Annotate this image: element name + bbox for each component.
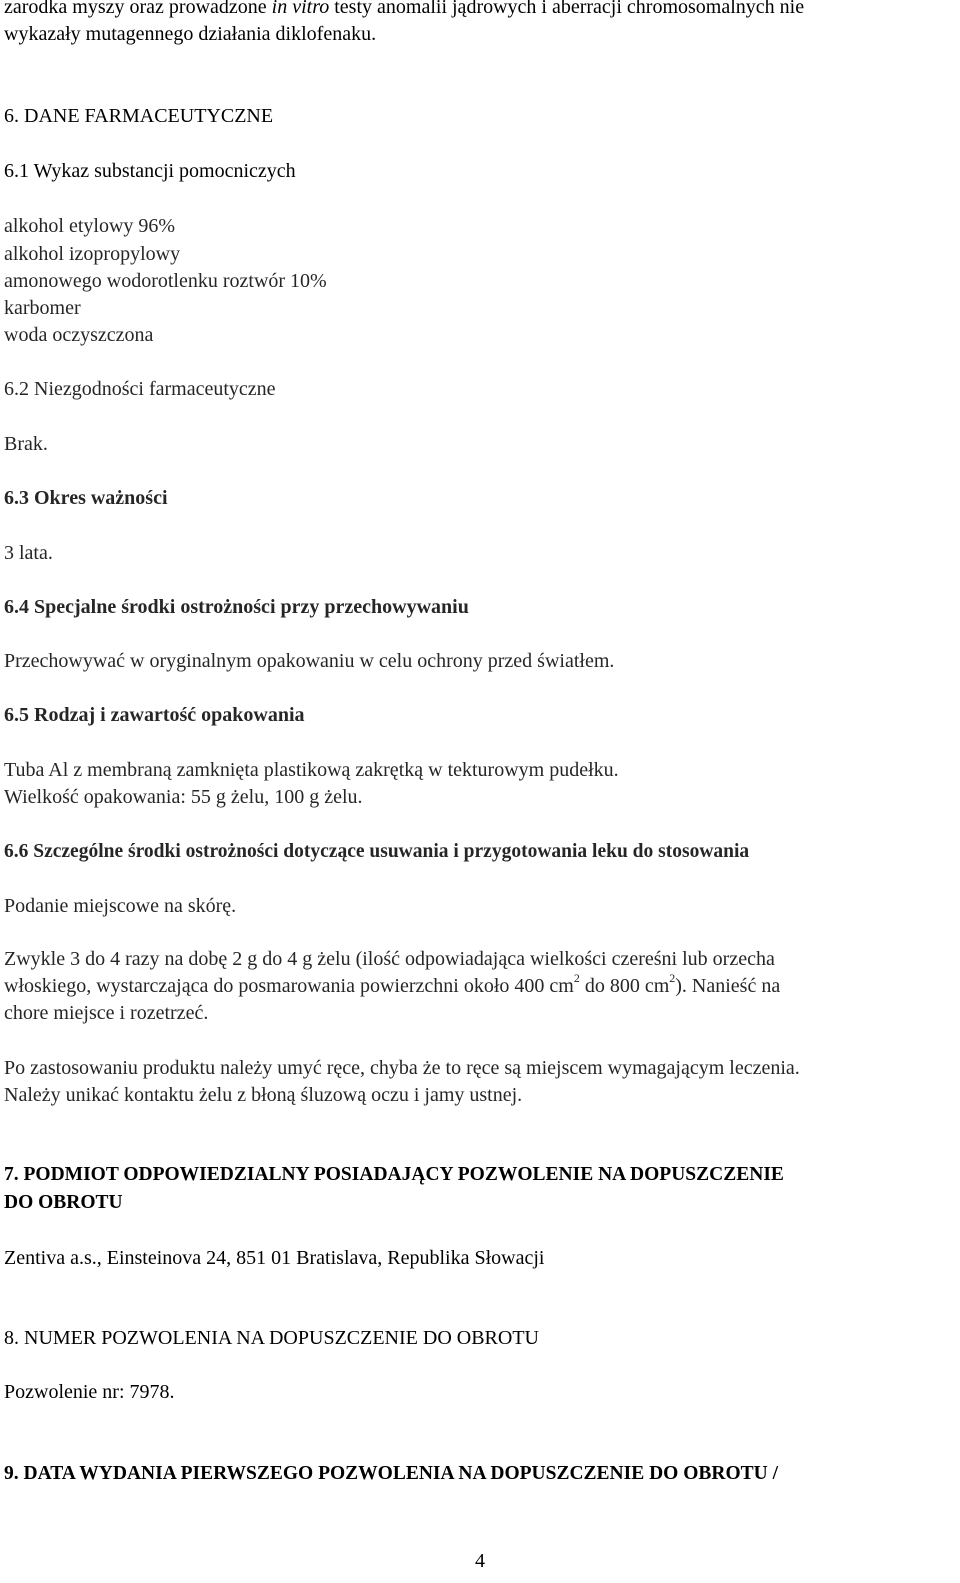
intro-italic-in-vitro: in vitro bbox=[271, 0, 330, 18]
section-8-text: Pozwolenie nr: 7978. bbox=[4, 1381, 175, 1403]
section-6-6-paragraph-1: Podanie miejscowe na skórę. bbox=[4, 895, 237, 917]
excipient-item: alkohol etylowy 96% bbox=[4, 215, 176, 237]
section-8-heading: 8. NUMER POZWOLENIA NA DOPUSZCZENIE DO OBROTU bbox=[4, 1327, 539, 1349]
intro-line-1: zarodka myszy oraz prowadzone in vitro testy anomalii jądrowych i aberracji chromosomalnych nie bbox=[4, 0, 804, 19]
section-7-heading-line-1: 7. PODMIOT ODPOWIEDZIALNY POSIADAJĄCY POZWOLENIE NA DOPUSZCZENIE bbox=[4, 1164, 784, 1185]
section-6-4-heading: 6.4 Specjalne środki ostrożności przy przechowywaniu bbox=[4, 596, 469, 618]
excipient-item: amonowego wodorotlenku roztwór 10% bbox=[4, 270, 327, 292]
section-6-6-dosage-line-1: Zwykle 3 do 4 razy na dobę 2 g do 4 g żelu (ilość odpowiadająca wielkości czereśni lub orzecha bbox=[4, 948, 775, 970]
section-6-2-text: Brak. bbox=[4, 433, 48, 455]
section-6-6-heading: 6.6 Szczególne środki ostrożności dotyczące usuwania i przygotowania leku do stosowania bbox=[4, 841, 750, 862]
section-6-1-heading: 6.1 Wykaz substancji pomocniczych bbox=[4, 160, 296, 182]
intro-line-2: wykazały mutagennego działania diklofenaku. bbox=[4, 23, 377, 45]
page-number: 4 bbox=[475, 1550, 485, 1572]
section-6-2-heading: 6.2 Niezgodności farmaceutyczne bbox=[4, 378, 276, 400]
excipient-item: karbomer bbox=[4, 297, 81, 319]
section-6-3-text: 3 lata. bbox=[4, 542, 53, 564]
excipient-item: alkohol izopropylowy bbox=[4, 243, 181, 265]
superscript-2: 2 bbox=[573, 971, 580, 986]
section-6-6-dosage-line-2: włoskiego, wystarczająca do posmarowania powierzchni około 400 $cm^2$ do 800 $cm^2$). Nanieść na bbox=[4, 971, 781, 997]
section-6-6-paragraph-3-line-1: Po zastosowaniu produktu należy umyć ręce, chyba że to ręce są miejscem wymagającym leczenia. bbox=[4, 1057, 800, 1079]
section-6-5-line-1: Tuba Al z membraną zamknięta plastikową zakrętką w tekturowym pudełku. bbox=[4, 759, 619, 781]
section-6-heading: 6. DANE FARMACEUTYCZNE bbox=[4, 105, 274, 127]
section-9-heading: 9. DATA WYDANIA PIERWSZEGO POZWOLENIA NA DOPUSZCZENIE DO OBROTU / bbox=[4, 1463, 779, 1484]
section-6-3-heading: 6.3 Okres ważności bbox=[4, 487, 168, 509]
section-6-6-dosage-line-3: chore miejsce i rozetrzeć. bbox=[4, 1002, 209, 1024]
section-6-5-line-2: Wielkość opakowania: 55 g żelu, 100 g żelu. bbox=[4, 786, 363, 808]
section-6-4-text: Przechowywać w oryginalnym opakowaniu w celu ochrony przed światłem. bbox=[4, 650, 615, 672]
superscript-2: 2 bbox=[669, 971, 676, 986]
section-6-5-heading: 6.5 Rodzaj i zawartość opakowania bbox=[4, 704, 305, 726]
section-7-heading-line-2: DO OBROTU bbox=[4, 1192, 123, 1213]
section-7-text: Zentiva a.s., Einsteinova 24, 851 01 Bratislava, Republika Słowacji bbox=[4, 1247, 545, 1269]
excipient-item: woda oczyszczona bbox=[4, 324, 154, 346]
section-6-6-paragraph-3-line-2: Należy unikać kontaktu żelu z błoną śluzową oczu i jamy ustnej. bbox=[4, 1084, 523, 1106]
